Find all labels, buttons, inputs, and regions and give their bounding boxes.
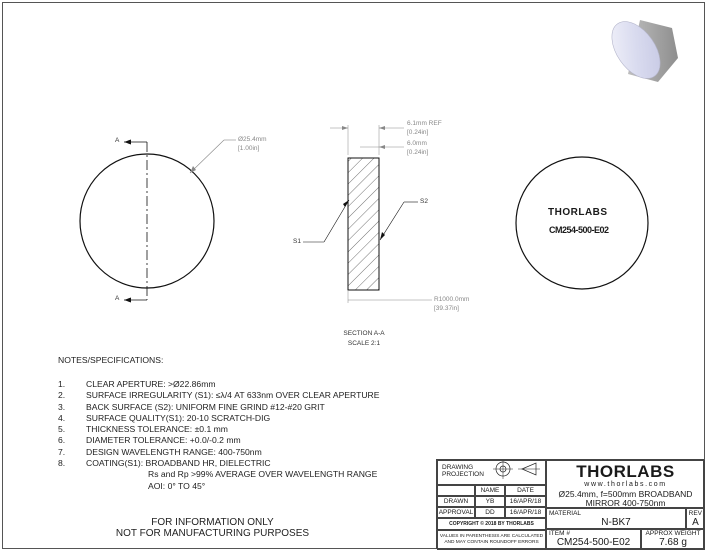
ref-thickness-inch: [0.24in] [407, 129, 429, 136]
weight-cell: APPROX WEIGHT 7.68 g [641, 529, 705, 550]
section-caption: SECTION A-A [343, 330, 385, 337]
logo-description-cell [546, 460, 705, 508]
values-note: VALUES IN PARENTHESIS ARE CALCULATED AND MAY CONTAIN ROUNDOFF ERRORS [437, 530, 546, 550]
projection-cell: DRAWING PROJECTION [437, 460, 546, 485]
col-name-header: NAME [475, 485, 505, 496]
thorlabs-logo: THORLABS [576, 462, 675, 481]
thickness-dimension: 6.0mm [407, 140, 427, 147]
surface-s1-label: S1 [293, 238, 301, 245]
title-block [436, 459, 704, 549]
note-item: 5. THICKNESS TOLERANCE: ±0.1 mm [58, 424, 228, 435]
note-item: 4. SURFACE QUALITY(S1): 20-10 SCRATCH-DIG [58, 412, 271, 423]
material-cell: MATERIAL N-BK7 [546, 508, 686, 529]
note-item: 8. COATING(S1): BROADBAND HR, DIELECTRIC [58, 458, 271, 469]
approval-label: APPROVAL [438, 509, 474, 516]
notes-header: NOTES/SPECIFICATIONS: [58, 355, 164, 365]
website: www.thorlabs.com [584, 481, 667, 488]
radius-inch: [39.37in] [434, 305, 459, 312]
note-continuation: Rs and Rp >99% AVERAGE OVER WAVELENGTH RANGE [148, 469, 378, 480]
engraved-brand: THORLABS [548, 207, 608, 218]
drawn-name: YB [475, 496, 505, 507]
approval-date: 16/APR/18 [505, 507, 546, 518]
rev-value: A [692, 517, 699, 528]
description-line-2: MIRROR 400-750nm [585, 498, 666, 508]
description-line-1: Ø25.4mm, f=500mm BROADBAND [558, 489, 693, 499]
section-scale: SCALE 2:1 [347, 340, 381, 347]
mirror-3d-render [602, 13, 678, 87]
diameter-dimension: Ø25.4mm [238, 136, 267, 143]
note-continuation: AOI: 0° TO 45° [148, 480, 206, 491]
note-item: 7. DESIGN WAVELENGTH RANGE: 400-750nm [58, 446, 262, 457]
section-marker-top: A [115, 137, 120, 144]
copyright: COPYRIGHT © 2018 BY THORLABS [437, 518, 546, 530]
notes-specifications [58, 355, 380, 492]
item-value: CM254-500-E02 [556, 537, 631, 548]
radius-dimension: R1000.0mm [434, 296, 470, 303]
approval-name: DD [475, 507, 505, 518]
material-value: N-BK7 [601, 517, 631, 528]
diameter-dimension-inch: [1.00in] [238, 145, 260, 152]
item-cell: ITEM # CM254-500-E02 [546, 529, 641, 550]
engraved-part-number: CM254-500-E02 [549, 225, 609, 235]
weight-value: 7.68 g [659, 537, 687, 548]
thickness-inch: [0.24in] [407, 149, 429, 156]
note-item: 1. CLEAR APERTURE: >Ø22.86mm [58, 379, 216, 389]
col-date-header: DATE [505, 485, 546, 496]
ref-thickness-dimension: 6.1mm REF [407, 120, 442, 127]
section-marker-bottom: A [115, 295, 120, 302]
back-view [516, 157, 648, 289]
rev-cell: REV A [686, 508, 705, 529]
front-view [80, 140, 236, 303]
disclaimer: FOR INFORMATION ONLY NOT FOR MANUFACTURING PURPOSES [115, 517, 310, 539]
note-item: 3. BACK SURFACE (S2): UNIFORM FINE GRIND #12-#20 GRIT [58, 401, 325, 412]
note-item: 6. DIAMETER TOLERANCE: +0.0/-0.2 mm [58, 435, 241, 446]
drawn-label: DRAWN [437, 496, 475, 507]
drawn-date: 16/APR/18 [505, 496, 546, 507]
note-item: 2. SURFACE IRREGULARITY (S1): ≤λ/4 AT 633nm OVER CLEAR APERTURE [58, 390, 380, 401]
surface-s2-label: S2 [420, 198, 428, 205]
